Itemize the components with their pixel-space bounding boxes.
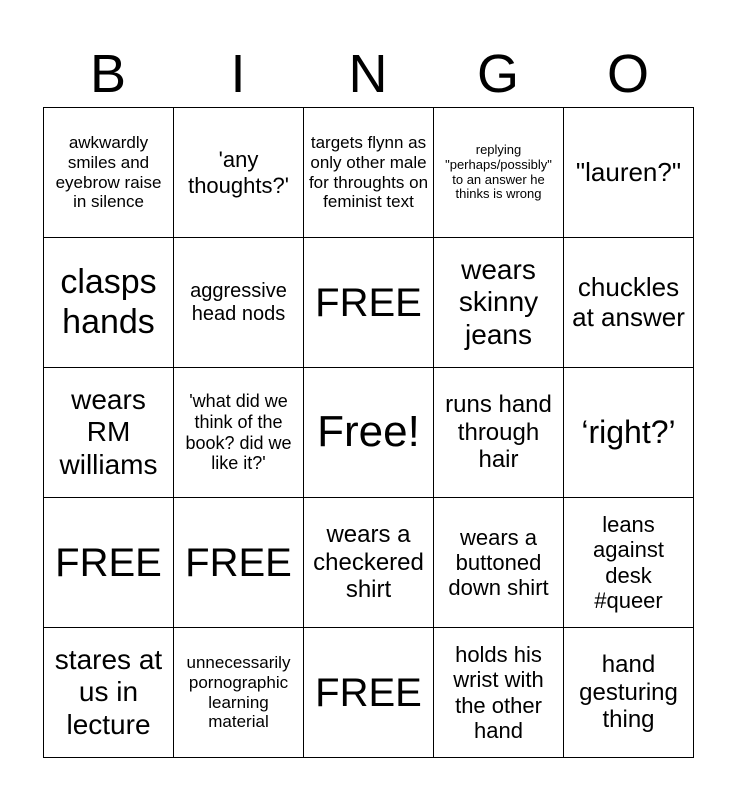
bingo-cell[interactable]: FREE	[174, 498, 304, 628]
bingo-cell[interactable]: FREE	[304, 628, 434, 758]
bingo-cell[interactable]: targets flynn as only other male for throughts on feminist text	[304, 108, 434, 238]
bingo-board	[43, 107, 694, 758]
bingo-cell[interactable]: runs hand through hair	[434, 368, 564, 498]
bingo-cell[interactable]: FREE	[44, 498, 174, 628]
header-letter-g: G	[476, 44, 519, 104]
bingo-cell[interactable]: chuckles at answer	[564, 238, 694, 368]
header-letter-n: N	[348, 44, 388, 104]
bingo-cell[interactable]: clasps hands	[44, 238, 174, 368]
header-letter-o: O	[606, 44, 649, 104]
bingo-cell[interactable]: "lauren?"	[564, 108, 694, 238]
bingo-cell[interactable]: wears a buttoned down shirt	[434, 498, 564, 628]
bingo-cell[interactable]: wears RM williams	[44, 368, 174, 498]
bingo-cell[interactable]: FREE	[304, 238, 434, 368]
board-row	[44, 238, 694, 368]
bingo-cell[interactable]: ‘right?’	[564, 368, 694, 498]
bingo-cell[interactable]: replying "perhaps/possibly" to an answer he thinks is wrong	[434, 108, 564, 238]
bingo-cell[interactable]: awkwardly smiles and eyebrow raise in silence	[44, 108, 174, 238]
bingo-cell[interactable]: leans against desk #queer	[564, 498, 694, 628]
bingo-cell[interactable]: holds his wrist with the other hand	[434, 628, 564, 758]
bingo-cell[interactable]: stares at us in lecture	[44, 628, 174, 758]
bingo-cell[interactable]: 'any thoughts?'	[174, 108, 304, 238]
bingo-cell[interactable]: wears a checkered shirt	[304, 498, 434, 628]
header-letter-i: I	[230, 44, 246, 104]
bingo-cell[interactable]: aggressive head nods	[174, 238, 304, 368]
bingo-cell[interactable]: hand gesturing thing	[564, 628, 694, 758]
board-row	[44, 108, 694, 238]
bingo-cell[interactable]: wears skinny jeans	[434, 238, 564, 368]
bingo-cell[interactable]: Free!	[304, 368, 434, 498]
board-row	[44, 368, 694, 498]
bingo-cell[interactable]: 'what did we think of the book? did we like it?'	[174, 368, 304, 498]
board-row	[44, 498, 694, 628]
bingo-cell[interactable]: unnecessarily pornographic learning material	[174, 628, 304, 758]
header-letter-b: B	[89, 44, 127, 104]
bingo-header	[43, 40, 693, 108]
board-row	[44, 628, 694, 758]
